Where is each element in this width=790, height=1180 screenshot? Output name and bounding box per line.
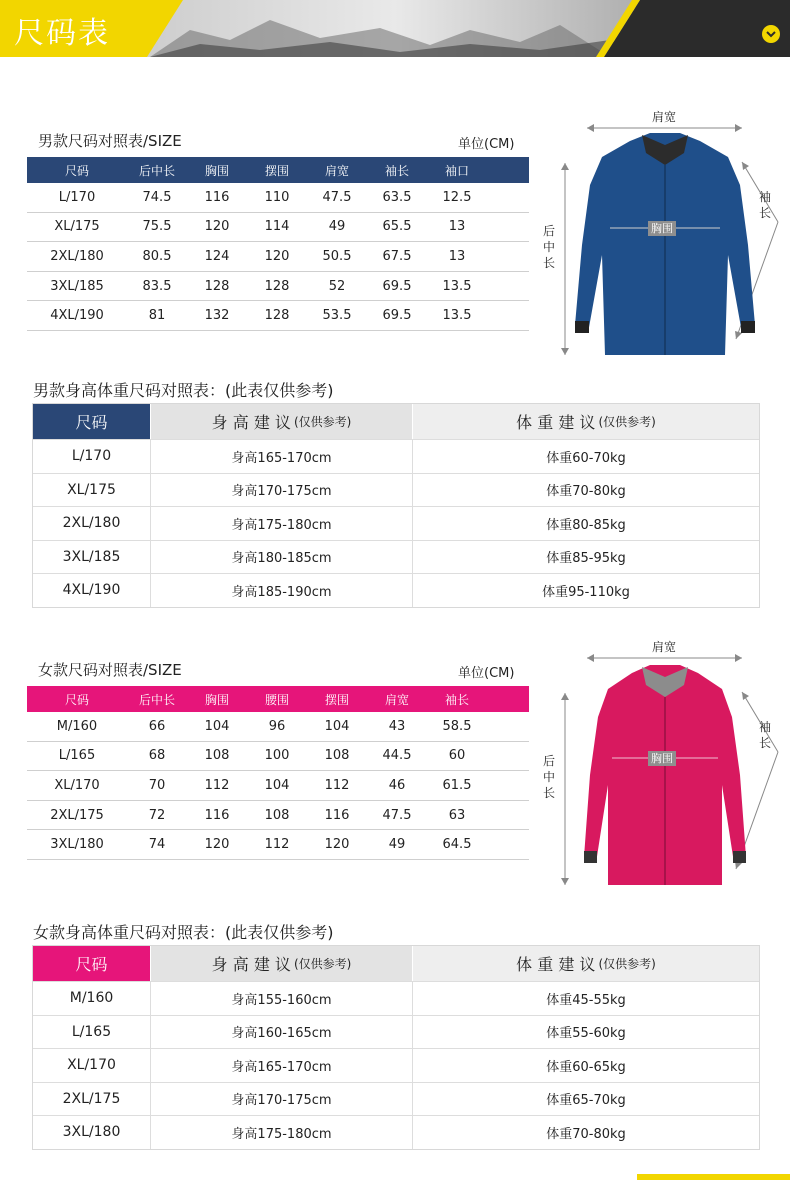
table-cell: 13.5 [442,308,472,324]
table-cell: 80.5 [142,248,172,264]
table-cell: 49 [328,219,346,235]
table-cell: 12.5 [442,189,472,205]
table-cell: 3XL/185 [50,278,104,294]
weight-header [412,946,759,981]
height-header-label: 身 高 建 议 [211,413,291,432]
column-header: 肩宽 [324,163,349,178]
table-row [33,473,759,507]
table-cell: 2XL/175 [50,807,104,823]
header-banner [0,0,790,57]
chest-label: 胸围 [648,221,676,236]
table-cell: L/170 [58,189,96,205]
table-cell: 身高180-185cm [150,541,412,574]
column-header: 摆围 [264,163,289,178]
banner-background [0,0,790,57]
table-cell: 身高170-175cm [150,474,412,507]
table-cell: 身高165-170cm [150,1049,412,1082]
table-cell: 65.5 [382,219,412,235]
table-cell: 83.5 [142,278,172,294]
table-cell: XL/175 [54,219,100,235]
table-cell: 43 [388,718,406,734]
men-size-table-header [27,157,529,183]
table-cell: 120 [324,837,350,853]
women-hw-table [32,945,760,1150]
table-cell: 67.5 [382,248,412,264]
table-cell: 104 [264,777,290,793]
table-cell: 3XL/185 [62,548,121,565]
table-cell: 身高155-160cm [150,982,412,1015]
column-header: 摆围 [324,692,349,707]
table-cell: 104 [324,718,350,734]
table-row [33,506,759,540]
table-cell: 100 [264,748,290,764]
table-row [27,830,529,860]
table-row [33,540,759,574]
table-cell: 体重65-70kg [412,1083,759,1116]
table-cell: 身高185-190cm [150,574,412,607]
table-row [27,272,529,302]
column-header: 腰围 [264,692,289,707]
men-jacket-diagram [542,105,785,355]
table-cell: XL/175 [67,481,116,498]
column-header: 后中长 [138,692,175,707]
table-cell: 身高175-180cm [150,507,412,540]
shoulder-label: 肩宽 [652,640,677,654]
table-row [33,1015,759,1049]
table-row [33,573,759,607]
column-header: 尺码 [64,692,89,707]
women-size-table-body [27,712,529,860]
table-cell: 74.5 [142,189,172,205]
table-cell: XL/170 [54,777,100,793]
men-unit-label: 单位(CM) [458,137,515,152]
table-cell: 108 [204,748,230,764]
table-cell: 身高175-180cm [150,1116,412,1149]
weight-header [412,404,759,439]
table-cell: 124 [204,248,230,264]
women-size-title: 女款尺码对照表/SIZE [38,661,182,679]
table-cell: 49 [388,837,406,853]
table-cell: L/165 [58,748,96,764]
length-label: 后中长 [542,754,555,800]
table-cell: 112 [264,837,290,853]
table-cell: 68 [148,748,166,764]
women-size-table-header [27,686,529,712]
table-row [33,981,759,1015]
men-size-title: 男款尺码对照表/SIZE [38,132,182,150]
table-cell: 81 [148,308,166,324]
table-row [27,742,529,772]
women-unit-label: 单位(CM) [458,666,515,681]
women-hw-header [33,946,759,981]
table-cell: 体重45-55kg [412,982,759,1015]
table-cell: 108 [324,748,350,764]
table-cell: 4XL/190 [62,582,121,599]
table-cell: 体重55-60kg [412,1016,759,1049]
table-cell: 120 [264,248,290,264]
men-hw-header [33,404,759,439]
table-row [27,213,529,243]
table-cell: 体重70-80kg [412,1116,759,1149]
table-cell: 46 [388,777,406,793]
table-cell: 13 [448,219,466,235]
sleeve-label: 袖长 [758,720,771,750]
table-cell: XL/170 [67,1057,116,1074]
table-cell: 110 [264,189,290,205]
table-cell: 66 [148,718,166,734]
size-header: 尺码 [33,946,150,981]
table-cell: 2XL/180 [62,515,121,532]
size-header: 尺码 [33,404,150,439]
table-cell: 120 [204,837,230,853]
weight-header-label: 体 重 建 议 [516,955,596,974]
table-cell: 44.5 [382,748,412,764]
table-cell: 4XL/190 [50,308,104,324]
table-cell: 身高160-165cm [150,1016,412,1049]
table-cell: 96 [268,718,286,734]
table-cell: 63.5 [382,189,412,205]
table-cell: 74 [148,837,166,853]
table-cell: 112 [204,777,230,793]
table-cell: 128 [204,278,230,294]
height-header [150,404,412,439]
page-title: 尺码表 [14,16,110,51]
height-header-label: 身 高 建 议 [211,955,291,974]
table-cell: 体重95-110kg [412,574,759,607]
table-cell: 体重60-65kg [412,1049,759,1082]
table-cell: 128 [264,308,290,324]
table-cell: 114 [264,219,290,235]
table-cell: 75.5 [142,219,172,235]
column-header: 袖长 [444,692,469,707]
table-cell: 53.5 [322,308,352,324]
table-cell: 69.5 [382,278,412,294]
table-cell: L/165 [71,1023,112,1040]
table-cell: 116 [204,807,230,823]
table-row [27,801,529,831]
table-cell: 112 [324,777,350,793]
weight-note: (仅供参考) [598,415,656,429]
column-header: 袖长 [384,163,409,178]
table-cell: 64.5 [442,837,472,853]
column-header: 胸围 [204,692,229,707]
table-row [33,439,759,473]
table-cell: 50.5 [322,248,352,264]
table-cell: 108 [264,807,290,823]
table-cell: 104 [204,718,230,734]
table-cell: 128 [264,278,290,294]
men-size-table-body [27,183,529,331]
men-hw-table [32,403,760,608]
table-row [33,1115,759,1149]
column-header: 胸围 [204,163,229,178]
table-cell: M/160 [56,718,98,734]
bottom-accent-bar [637,1174,790,1180]
table-cell: 47.5 [322,189,352,205]
chevron-down-icon[interactable] [762,25,780,43]
table-cell: 69.5 [382,308,412,324]
men-hw-body [33,439,759,607]
weight-header-label: 体 重 建 议 [516,413,596,432]
table-cell: 60 [448,748,466,764]
height-header [150,946,412,981]
table-cell: 116 [324,807,350,823]
table-cell: 13.5 [442,278,472,294]
table-cell: 13 [448,248,466,264]
women-size-table [27,686,529,860]
height-note: (仅供参考) [293,415,352,429]
column-header: 后中长 [138,163,175,178]
table-cell: 61.5 [442,777,472,793]
table-cell: 身高170-175cm [150,1083,412,1116]
chest-label: 胸围 [648,751,676,766]
table-cell: 70 [148,777,166,793]
table-cell: 体重60-70kg [412,440,759,473]
table-row [27,301,529,331]
table-cell: 72 [148,807,166,823]
table-cell: 116 [204,189,230,205]
table-cell: 2XL/175 [62,1090,121,1107]
column-header: 尺码 [64,163,89,178]
column-header: 袖口 [444,163,469,178]
women-hw-title: 女款身高体重尺码对照表：(此表仅供参考) [33,923,334,942]
weight-note: (仅供参考) [598,957,656,971]
men-hw-title: 男款身高体重尺码对照表：(此表仅供参考) [33,381,334,400]
table-cell: M/160 [69,990,114,1007]
sleeve-label: 袖长 [758,190,771,220]
table-row [33,1048,759,1082]
column-header: 肩宽 [384,692,409,707]
table-row [27,183,529,213]
table-cell: 3XL/180 [62,1124,121,1141]
shoulder-label: 肩宽 [652,110,677,124]
table-cell: 身高165-170cm [150,440,412,473]
men-size-table [27,157,529,331]
table-cell: 120 [204,219,230,235]
table-row [27,771,529,801]
table-cell: 2XL/180 [50,248,104,264]
table-cell: 3XL/180 [50,837,104,853]
table-row [27,242,529,272]
table-cell: 132 [204,308,230,324]
women-jacket-diagram [542,635,785,885]
table-cell: 63 [448,807,466,823]
table-cell: 52 [328,278,346,294]
table-cell: 47.5 [382,807,412,823]
length-label: 后中长 [542,224,555,270]
table-cell: 体重85-95kg [412,541,759,574]
table-row [27,712,529,742]
women-hw-body [33,981,759,1149]
table-cell: 58.5 [442,718,472,734]
table-cell: 体重80-85kg [412,507,759,540]
table-cell: L/170 [71,448,112,465]
height-note: (仅供参考) [293,957,352,971]
table-cell: 体重70-80kg [412,474,759,507]
table-row [33,1082,759,1116]
